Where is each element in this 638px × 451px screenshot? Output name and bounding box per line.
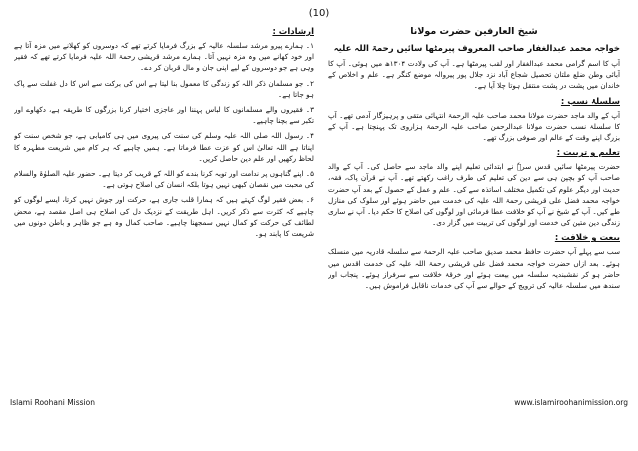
saying-item: ۱۔ ہمارے پیرو مرشد سلسلہ عالیہ کے بزرگ فرمایا کرتے تھے کہ دوسروں کو کھلانے میں مزہ آتا ہے اور خود کھانے میں وہ مزہ نہیں آتا۔ ہمارے مرشد قریشی رحمۃ اللہ علیہ فرمایا کرتے تھے کہ فقیر وہی ہے جو دوسروں کے لیے اپنی جان و مال قربان کر دے۔ bbox=[14, 41, 314, 73]
allegiance-paragraph: سب سے پہلے آپ حضرت حافظ محمد صدیق صاحب علیہ الرحمۃ سے سلسلہ قادریہ میں منسلک ہوئے۔ بعد ازاں حضرت خواجہ محمد فضل علی قریشی رحمۃ اللہ علیہ کی خدمت اقدس میں حاضر ہو کر نقشبندیہ سلسلہ میں بیعت ہوئے اور خرقۂ خلافت سے سرفراز ہوئے۔ پنجاب اور سندھ میں سلسلہ عالیہ کی ترویج کے حوالے سے آپ کی خدمات ناقابل فراموش ہیں۔ bbox=[328, 247, 620, 291]
lineage-paragraph: آپ کے والد ماجد حضرت مولانا محمد صاحب علیہ الرحمۃ انتہائی متقی و پرہیزگار آدمی تھے۔ آپ کا سلسلۂ نسب حضرت مولانا عبدالرحمن صاحب علیہ الرحمۃ ہزاروی تک پہنچتا ہے۔ آپ کے بزرگ اپنے وقت کے عالم اور صوفی بزرگ تھے۔ bbox=[328, 110, 620, 143]
saying-item: ۳۔ فقیروں والے مسلمانوں کا لباس پہننا اور عاجزی اختیار کرنا بزرگوں کا طریقہ ہے، دکھاوے اور تکبر سے بچنا چاہیے۔ bbox=[14, 105, 314, 126]
saying-item: ۶۔ بعض فقیر لوگ کہتے ہیں کہ ہمارا قلب جاری ہے، حرکت اور جوش نہیں کرتا، ایسے لوگوں کو چاہیے کہ کثرت سے ذکر کریں۔ اہل طریقت کے نزدیک دل کی اصلاح ہی اصل مقصد ہے، محض لطائف کی حرکت کو کمال نہیں سمجھنا چاہیے۔ صاحب کمال وہ ہے جو ظاہر و باطن دونوں میں شریعت کا پابند ہو۔ bbox=[14, 195, 314, 239]
column-divider bbox=[321, 24, 322, 386]
page-number: (10) bbox=[308, 8, 330, 19]
sayings-heading: ارشادات : bbox=[272, 27, 314, 37]
intro-paragraph: آپ کا اسم گرامی محمد عبدالغفار اور لقب پیرمٹھا ہے۔ آپ کی ولادت ۱۳۰۴ھ میں ہوئی۔ آپ کا آبائی وطن ضلع ملتان تحصیل شجاع آباد نزد جلال پور پیروالہ موضع کنگر ہے۔ علم و اخلاص کے خاندان میں پشت در پشت منتقل ہوتا چلا آیا ہے۔ bbox=[328, 59, 620, 91]
section-heading-education: تعلیم و تربیت : bbox=[556, 148, 620, 159]
education-paragraph: حضرت پیرمٹھا سائیں قدس سرہٗ نے ابتدائی تعلیم اپنے والد ماجد سے حاصل کی۔ آپ کے والد صاحب آپ کو بچپن ہی سے دین کی تعلیم کی طرف راغب رکھتے تھے۔ آپ نے قرآن پاک، فقہ، حدیث اور دیگر علوم کی تکمیل مختلف اساتذہ سے کی۔ علم و عمل کے حصول کے بعد آپ حضرت خواجہ محمد فضل علی قریشی رحمۃ اللہ علیہ کی خدمت میں حاضر ہوئے اور سلوک کی منازل طے کیں۔ آپ کے شیخ نے آپ کو خلافت عطا فرمائی اور لوگوں کی اصلاح کا حکم دیا۔ آپ نے ساری زندگی دین متین کی خدمت اور لوگوں کی تربیت میں گزار دی۔ bbox=[328, 162, 620, 228]
saying-item: ۵۔ اپنے گناہوں پر ندامت اور توبہ کرنا بندے کو اللہ کے قریب کر دیتا ہے۔ حضور علیہ الصلوٰۃ والسلام کی محبت میں نقصان کبھی نہیں ہوتا بلکہ انسان کی اصلاح ہوتی ہے۔ bbox=[14, 169, 314, 190]
section-heading-lineage: سلسلۂ نسب : bbox=[560, 96, 620, 107]
biography-subtitle: خواجہ محمد عبدالغفار صاحب المعروف پیرمٹھا سائیں رحمۃ اللہ علیہ bbox=[333, 44, 620, 54]
saying-item: ۲۔ جو مسلمان ذکر اللہ کو زندگی کا معمول بنا لیتا ہے اس کی برکت سے اس کا دل غفلت سے پاک ہو جاتا ہے۔ bbox=[14, 78, 314, 99]
biography-title: شیخ العارفین حضرت مولانا bbox=[410, 26, 538, 37]
saying-item: ۴۔ رسول اللہ صلی اللہ علیہ وسلم کی سنت کی پیروی میں ہی کامیابی ہے، جو شخص سنت کو اپناتا ہے اللہ تعالیٰ اس کو عزت عطا فرماتا ہے۔ ہمیں چاہیے کہ ہر کام میں شریعت مطہرہ کا لحاظ رکھیں اور علم دین حاصل کریں۔ bbox=[14, 131, 314, 163]
left-column bbox=[14, 22, 314, 390]
footer-website-link[interactable]: www.islamiroohanimission.org bbox=[514, 398, 628, 407]
right-column bbox=[328, 22, 620, 390]
footer-organization: Islami Roohani Mission bbox=[10, 398, 95, 407]
section-heading-allegiance: بیعت و خلافت : bbox=[554, 233, 620, 244]
